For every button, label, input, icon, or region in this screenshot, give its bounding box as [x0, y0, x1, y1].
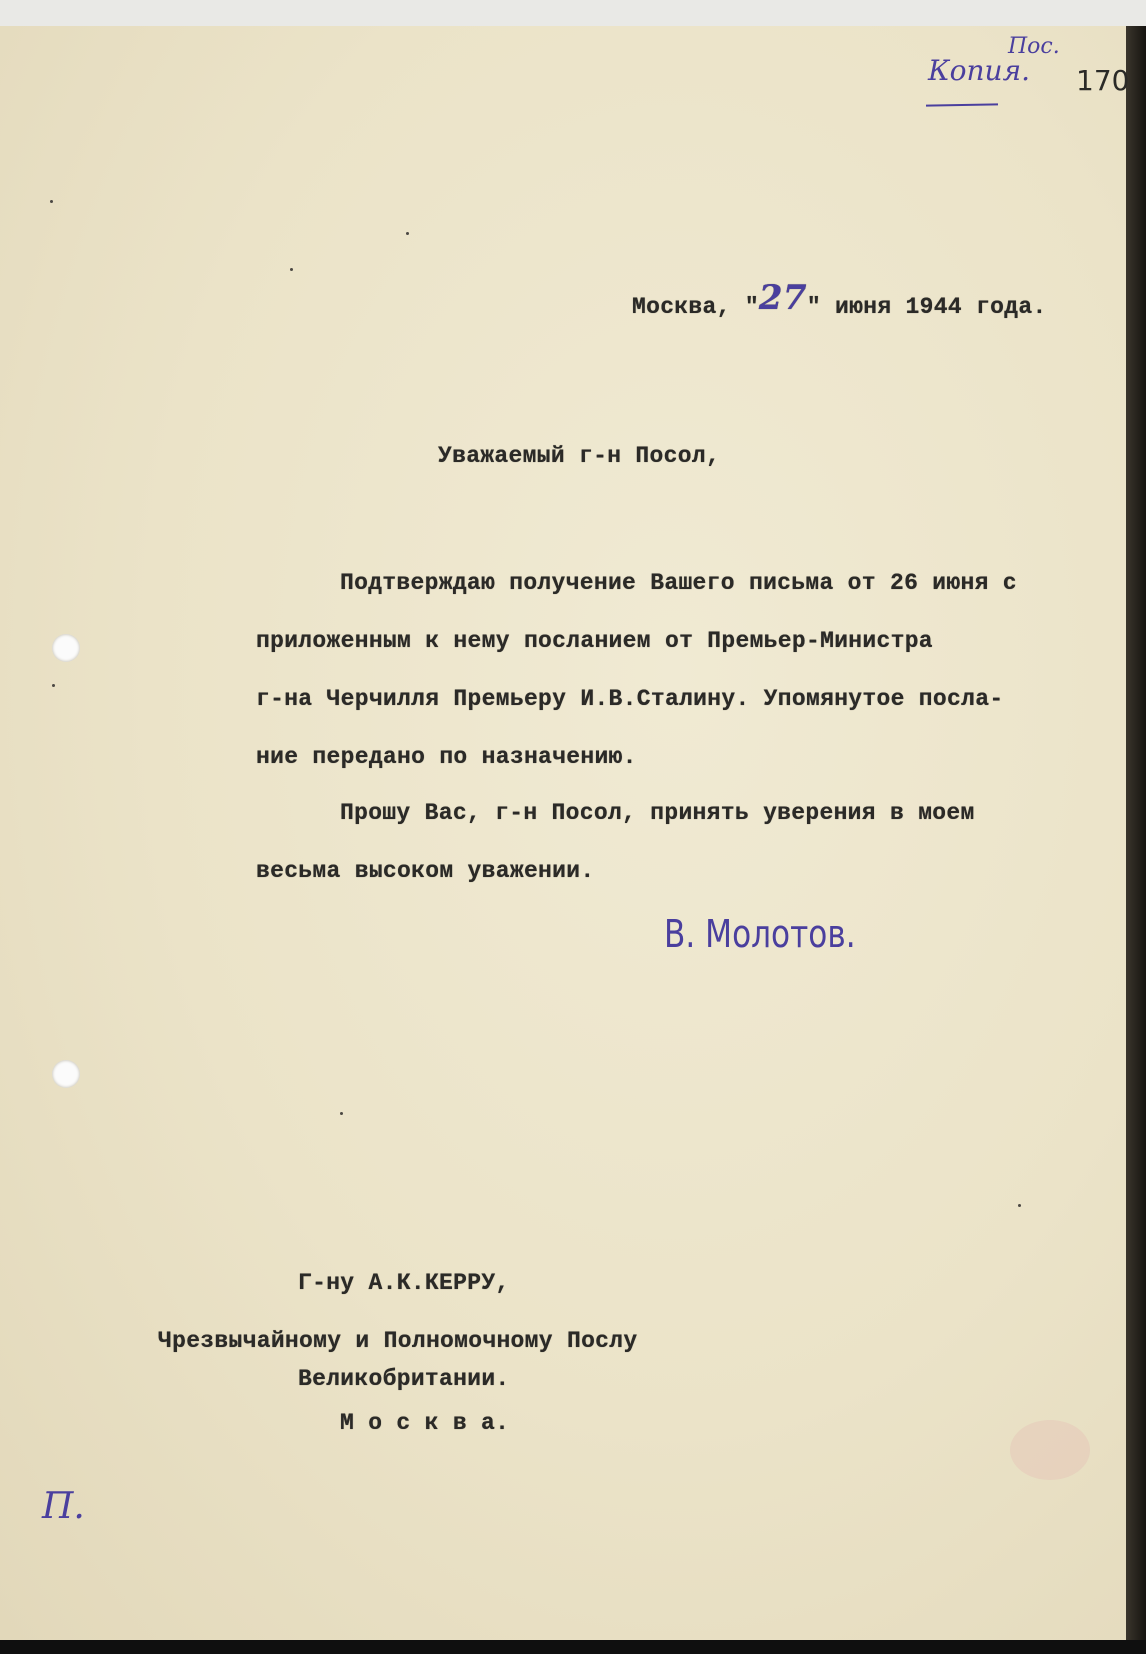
- salutation: Уважаемый г-н Посол,: [438, 443, 721, 469]
- date-day-handwritten: 27: [758, 278, 807, 318]
- date-suffix: " июня 1944 года.: [806, 294, 1047, 320]
- punch-hole-lower: [52, 1060, 80, 1088]
- initial-mark: П.: [42, 1486, 85, 1527]
- copy-mark: Копия.: [928, 54, 1031, 87]
- paper-stain: [1010, 1420, 1090, 1480]
- paper-speck: [340, 1112, 343, 1115]
- paper-sheet: [0, 26, 1126, 1640]
- punch-hole-upper: [52, 634, 80, 662]
- scan-edge-right: [1126, 26, 1146, 1640]
- body-line: весьма высоком уважении.: [256, 858, 595, 884]
- body-line: г-на Черчилля Премьеру И.В.Сталину. Упомянутое посла-: [256, 686, 1004, 712]
- addressee-city: М о с к в а.: [340, 1410, 510, 1436]
- paper-speck: [50, 200, 53, 203]
- scan-edge-bottom: [0, 1640, 1146, 1654]
- body-line: приложенным к нему посланием от Премьер-Министра: [256, 628, 933, 654]
- body-line: Подтверждаю получение Вашего письма от 26 июня с: [340, 570, 1017, 596]
- paper-speck: [290, 268, 293, 271]
- date-prefix: Москва, ": [632, 294, 759, 320]
- pos-mark: Пос.: [1008, 34, 1060, 59]
- paper-speck: [406, 232, 409, 235]
- addressee-title: Чрезвычайному и Полномочному Послу: [158, 1328, 638, 1354]
- signature: В. Молотов.: [664, 912, 856, 956]
- paper-speck: [52, 684, 55, 687]
- paper-speck: [1018, 1204, 1021, 1207]
- body-line: ние передано по назначению.: [256, 744, 637, 770]
- addressee-country: Великобритании.: [298, 1366, 510, 1392]
- folio-number: 170: [1076, 64, 1130, 97]
- addressee-name: Г-ну А.К.КЕРРУ,: [298, 1270, 510, 1296]
- date-line: [632, 278, 1047, 322]
- body-line: Прошу Вас, г-н Посол, принять уверения в моем: [340, 800, 975, 826]
